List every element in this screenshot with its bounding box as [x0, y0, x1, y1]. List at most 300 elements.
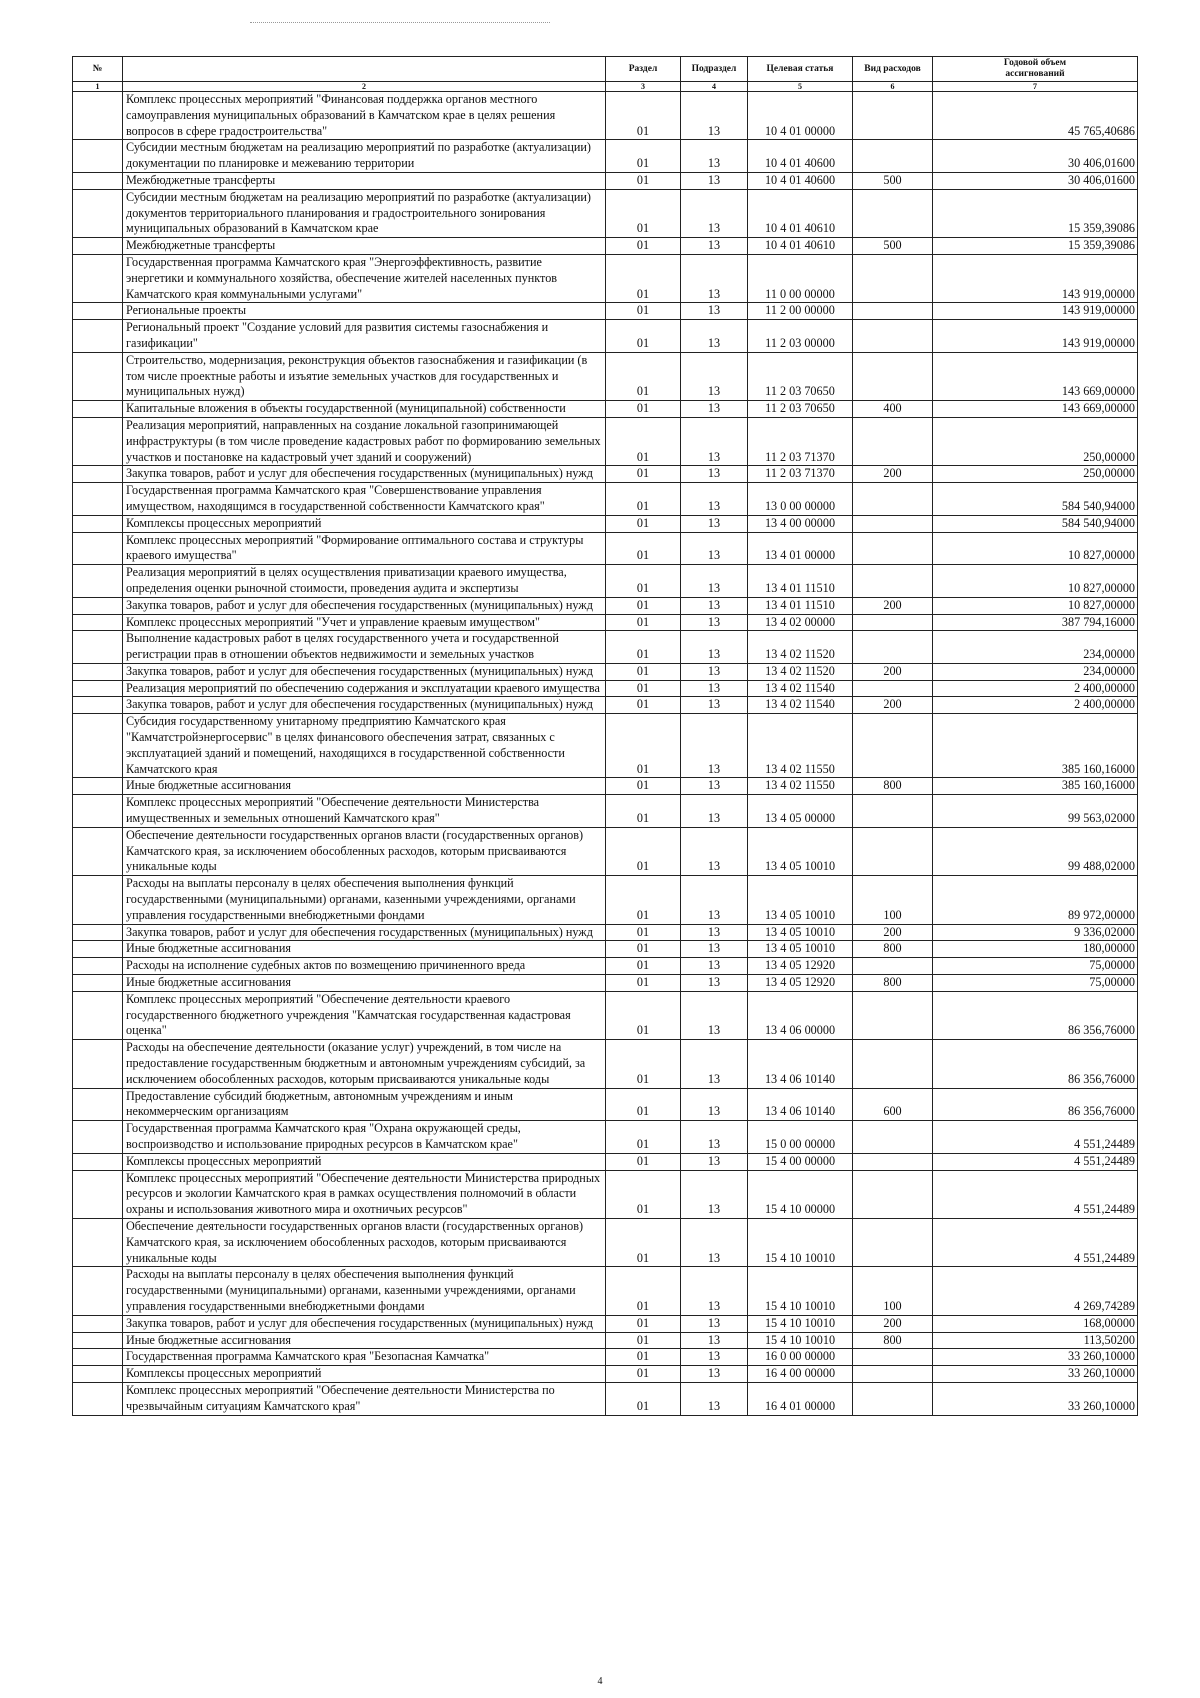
cell-subsection: 13	[681, 515, 748, 532]
cell-section: 01	[606, 597, 681, 614]
cell-section: 01	[606, 254, 681, 302]
cell-subsection: 13	[681, 924, 748, 941]
cell-subsection: 13	[681, 1040, 748, 1088]
cell-target-article: 13 4 02 11550	[748, 778, 853, 795]
cell-amount: 584 540,94000	[933, 515, 1138, 532]
cell-name: Региональный проект "Создание условий для развития системы газоснабжения и газификации"	[123, 320, 606, 353]
cell-expense-type	[853, 92, 933, 140]
table-row	[73, 483, 1138, 516]
cell-amount: 250,00000	[933, 466, 1138, 483]
cell-no	[73, 417, 123, 465]
cell-name: Обеспечение деятельности государственных органов власти (государственных органов) Камчатского края, за исключением обособленных расходов, которым присваиваются уникальные коды	[123, 1218, 606, 1266]
table-row	[73, 238, 1138, 255]
cell-no	[73, 1267, 123, 1315]
table-row	[73, 991, 1138, 1039]
cell-subsection: 13	[681, 827, 748, 875]
cell-section: 01	[606, 532, 681, 565]
cell-section: 01	[606, 320, 681, 353]
cell-subsection: 13	[681, 631, 748, 664]
cell-name: Комплекс процессных мероприятий "Финансовая поддержка органов местного самоуправления муниципальных образований в Камчатском крае в целях решения вопросов в сфере градостроительства"	[123, 92, 606, 140]
cell-no	[73, 1218, 123, 1266]
cell-target-article: 13 4 02 11540	[748, 680, 853, 697]
cell-section: 01	[606, 92, 681, 140]
cell-subsection: 13	[681, 597, 748, 614]
cell-expense-type	[853, 189, 933, 237]
cell-section: 01	[606, 1170, 681, 1218]
cell-target-article: 11 2 03 71370	[748, 466, 853, 483]
cell-subsection: 13	[681, 254, 748, 302]
cell-section: 01	[606, 1366, 681, 1383]
cell-no	[73, 1040, 123, 1088]
cell-target-article: 15 4 00 00000	[748, 1153, 853, 1170]
cell-name: Комплексы процессных мероприятий	[123, 1153, 606, 1170]
cell-amount: 89 972,00000	[933, 876, 1138, 924]
header-section: Раздел	[606, 57, 681, 82]
cell-section: 01	[606, 1349, 681, 1366]
cell-subsection: 13	[681, 401, 748, 418]
cell-expense-type	[853, 680, 933, 697]
cell-amount: 33 260,10000	[933, 1366, 1138, 1383]
header-row	[73, 57, 1138, 82]
cell-section: 01	[606, 714, 681, 778]
cell-no	[73, 958, 123, 975]
cell-target-article: 13 4 01 11510	[748, 597, 853, 614]
cell-no	[73, 631, 123, 664]
cell-name: Комплекс процессных мероприятий "Обеспечение деятельности Министерства природных ресурсов и экологии Камчатского края в рамках осуществления полномочий в области охраны и использования животного мира и охотничьих ресурсов"	[123, 1170, 606, 1218]
cell-amount: 75,00000	[933, 975, 1138, 992]
cell-expense-type	[853, 352, 933, 400]
cell-no	[73, 189, 123, 237]
cell-no	[73, 975, 123, 992]
cell-no	[73, 238, 123, 255]
table-body	[73, 92, 1138, 1416]
cell-target-article: 15 0 00 00000	[748, 1121, 853, 1154]
cell-no	[73, 663, 123, 680]
cell-expense-type: 200	[853, 597, 933, 614]
cell-subsection: 13	[681, 663, 748, 680]
cell-section: 01	[606, 827, 681, 875]
cell-amount: 30 406,01600	[933, 140, 1138, 173]
cell-amount: 143 919,00000	[933, 320, 1138, 353]
cell-expense-type	[853, 320, 933, 353]
cell-target-article: 13 4 05 10010	[748, 827, 853, 875]
cell-no	[73, 697, 123, 714]
cell-no	[73, 1349, 123, 1366]
table-row	[73, 975, 1138, 992]
cell-subsection: 13	[681, 975, 748, 992]
cell-expense-type: 800	[853, 975, 933, 992]
cell-name: Закупка товаров, работ и услуг для обеспечения государственных (муниципальных) нужд	[123, 924, 606, 941]
cell-no	[73, 1315, 123, 1332]
cell-target-article: 13 4 05 12920	[748, 958, 853, 975]
table-row	[73, 714, 1138, 778]
cell-subsection: 13	[681, 614, 748, 631]
cell-amount: 99 563,02000	[933, 795, 1138, 828]
cell-target-article: 10 4 01 40610	[748, 189, 853, 237]
cell-target-article: 11 2 03 70650	[748, 352, 853, 400]
cell-name: Государственная программа Камчатского края "Совершенствование управления имуществом, находящимся в государственной собственности Камчатского края"	[123, 483, 606, 516]
table-row	[73, 663, 1138, 680]
cell-no	[73, 1332, 123, 1349]
cell-expense-type: 200	[853, 1315, 933, 1332]
cell-expense-type	[853, 795, 933, 828]
cell-expense-type	[853, 417, 933, 465]
header-amount-line1: Годовой объем	[1003, 58, 1067, 68]
cell-section: 01	[606, 140, 681, 173]
budget-table-sheet	[72, 56, 1137, 1416]
cell-name: Комплекс процессных мероприятий "Учет и управление краевым имуществом"	[123, 614, 606, 631]
cell-subsection: 13	[681, 466, 748, 483]
cell-target-article: 13 4 02 11520	[748, 631, 853, 664]
cell-section: 01	[606, 352, 681, 400]
cell-no	[73, 532, 123, 565]
cell-no	[73, 172, 123, 189]
cell-section: 01	[606, 483, 681, 516]
cell-name: Иные бюджетные ассигнования	[123, 778, 606, 795]
cell-expense-type	[853, 303, 933, 320]
cell-expense-type: 800	[853, 1332, 933, 1349]
cell-amount: 143 669,00000	[933, 401, 1138, 418]
cell-name: Закупка товаров, работ и услуг для обеспечения государственных (муниципальных) нужд	[123, 697, 606, 714]
cell-subsection: 13	[681, 1121, 748, 1154]
cell-no	[73, 778, 123, 795]
cell-section: 01	[606, 1382, 681, 1415]
cell-no	[73, 1153, 123, 1170]
cell-name: Государственная программа Камчатского края "Охрана окружающей среды, воспроизводство и использование природных ресурсов в Камчатском крае"	[123, 1121, 606, 1154]
cell-subsection: 13	[681, 483, 748, 516]
cell-section: 01	[606, 303, 681, 320]
cell-subsection: 13	[681, 303, 748, 320]
cell-expense-type	[853, 1218, 933, 1266]
cell-target-article: 13 4 05 10010	[748, 941, 853, 958]
table-row	[73, 680, 1138, 697]
cell-section: 01	[606, 697, 681, 714]
cell-expense-type: 500	[853, 238, 933, 255]
header-num-7: 7	[933, 82, 1138, 92]
cell-no	[73, 1170, 123, 1218]
cell-subsection: 13	[681, 778, 748, 795]
table-row	[73, 958, 1138, 975]
cell-target-article: 13 4 06 00000	[748, 991, 853, 1039]
table-row	[73, 172, 1138, 189]
cell-name: Обеспечение деятельности государственных органов власти (государственных органов) Камчатского края, за исключением обособленных расходов, которым присваиваются уникальные коды	[123, 827, 606, 875]
cell-section: 01	[606, 631, 681, 664]
cell-amount: 10 827,00000	[933, 532, 1138, 565]
cell-target-article: 13 4 06 10140	[748, 1040, 853, 1088]
cell-subsection: 13	[681, 697, 748, 714]
cell-name: Региональные проекты	[123, 303, 606, 320]
table-row	[73, 778, 1138, 795]
cell-no	[73, 140, 123, 173]
cell-target-article: 10 4 01 40610	[748, 238, 853, 255]
cell-target-article: 11 2 03 71370	[748, 417, 853, 465]
cell-subsection: 13	[681, 958, 748, 975]
cell-subsection: 13	[681, 1366, 748, 1383]
cell-name: Комплекс процессных мероприятий "Обеспечение деятельности Министерства по чрезвычайным ситуациям Камчатского края"	[123, 1382, 606, 1415]
cell-target-article: 15 4 10 00000	[748, 1170, 853, 1218]
cell-amount: 4 551,24489	[933, 1153, 1138, 1170]
cell-section: 01	[606, 189, 681, 237]
header-num-2: 2	[123, 82, 606, 92]
cell-section: 01	[606, 991, 681, 1039]
cell-amount: 143 669,00000	[933, 352, 1138, 400]
cell-subsection: 13	[681, 991, 748, 1039]
cell-expense-type	[853, 483, 933, 516]
cell-target-article: 13 4 05 00000	[748, 795, 853, 828]
cell-subsection: 13	[681, 1349, 748, 1366]
cell-target-article: 11 0 00 00000	[748, 254, 853, 302]
table-row	[73, 1218, 1138, 1266]
cell-target-article: 13 4 02 11550	[748, 714, 853, 778]
cell-amount: 168,00000	[933, 1315, 1138, 1332]
table-row	[73, 565, 1138, 598]
cell-name: Реализация мероприятий, направленных на создание локальной газопринимающей инфраструктуры (в том числе проведение кадастровых работ по формированию земельных участков и постановке на кадастровый учет зданий и сооружений)	[123, 417, 606, 465]
table-row	[73, 532, 1138, 565]
cell-no	[73, 991, 123, 1039]
cell-name: Иные бюджетные ассигнования	[123, 975, 606, 992]
header-subsection: Подраздел	[681, 57, 748, 82]
table-row	[73, 466, 1138, 483]
cell-amount: 584 540,94000	[933, 483, 1138, 516]
cell-expense-type	[853, 1382, 933, 1415]
cell-amount: 86 356,76000	[933, 991, 1138, 1039]
cell-name: Предоставление субсидий бюджетным, автономным учреждениям и иным некоммерческим организациям	[123, 1088, 606, 1121]
cell-amount: 143 919,00000	[933, 254, 1138, 302]
cell-amount: 75,00000	[933, 958, 1138, 975]
cell-subsection: 13	[681, 532, 748, 565]
cell-target-article: 13 4 01 11510	[748, 565, 853, 598]
cell-no	[73, 466, 123, 483]
cell-subsection: 13	[681, 189, 748, 237]
cell-name: Капитальные вложения в объекты государственной (муниципальной) собственности	[123, 401, 606, 418]
cell-subsection: 13	[681, 1088, 748, 1121]
cell-subsection: 13	[681, 1315, 748, 1332]
cell-expense-type	[853, 1170, 933, 1218]
cell-amount: 4 551,24489	[933, 1121, 1138, 1154]
cell-amount: 86 356,76000	[933, 1088, 1138, 1121]
cell-section: 01	[606, 1332, 681, 1349]
table-row	[73, 876, 1138, 924]
cell-section: 01	[606, 1040, 681, 1088]
cell-expense-type	[853, 991, 933, 1039]
table-row	[73, 924, 1138, 941]
cell-target-article: 10 4 01 40600	[748, 140, 853, 173]
cell-no	[73, 714, 123, 778]
cell-amount: 234,00000	[933, 631, 1138, 664]
cell-section: 01	[606, 401, 681, 418]
cell-expense-type: 200	[853, 924, 933, 941]
cell-subsection: 13	[681, 1267, 748, 1315]
cell-no	[73, 303, 123, 320]
cell-target-article: 16 0 00 00000	[748, 1349, 853, 1366]
cell-section: 01	[606, 515, 681, 532]
table-row	[73, 941, 1138, 958]
cell-section: 01	[606, 172, 681, 189]
cell-target-article: 13 4 06 10140	[748, 1088, 853, 1121]
cell-no	[73, 1382, 123, 1415]
table-row	[73, 597, 1138, 614]
cell-name: Реализация мероприятий по обеспечению содержания и эксплуатации краевого имущества	[123, 680, 606, 697]
cell-name: Закупка товаров, работ и услуг для обеспечения государственных (муниципальных) нужд	[123, 597, 606, 614]
cell-amount: 387 794,16000	[933, 614, 1138, 631]
cell-subsection: 13	[681, 1170, 748, 1218]
cell-target-article: 15 4 10 10010	[748, 1218, 853, 1266]
cell-no	[73, 565, 123, 598]
cell-target-article: 15 4 10 10010	[748, 1315, 853, 1332]
cell-section: 01	[606, 1153, 681, 1170]
cell-target-article: 16 4 00 00000	[748, 1366, 853, 1383]
cell-name: Строительство, модернизация, реконструкция объектов газоснабжения и газификации (в том числе проектные работы и изъятие земельных участков для государственных и муниципальных нужд)	[123, 352, 606, 400]
cell-no	[73, 597, 123, 614]
table-row	[73, 1153, 1138, 1170]
cell-name: Субсидия государственному унитарному предприятию Камчатского края "Камчатстройэнергосервис" в целях финансового обеспечения затрат, связанных с эксплуатацией зданий и помещений, находящихся в государственной собственности Камчатского края	[123, 714, 606, 778]
cell-subsection: 13	[681, 1382, 748, 1415]
cell-name: Межбюджетные трансферты	[123, 172, 606, 189]
cell-name: Субсидии местным бюджетам на реализацию мероприятий по разработке (актуализации) документации по планировке и межеванию территории	[123, 140, 606, 173]
cell-no	[73, 320, 123, 353]
cell-amount: 30 406,01600	[933, 172, 1138, 189]
cell-amount: 4 269,74289	[933, 1267, 1138, 1315]
cell-name: Государственная программа Камчатского края "Энергоэффективность, развитие энергетики и коммунального хозяйства, обеспечение жителей населенных пунктов Камчатского края коммунальными услугами"	[123, 254, 606, 302]
cell-section: 01	[606, 924, 681, 941]
cell-expense-type: 200	[853, 697, 933, 714]
table-row	[73, 189, 1138, 237]
cell-name: Расходы на обеспечение деятельности (оказание услуг) учреждений, в том числе на предоставление государственным бюджетным и автономным учреждениям субсидий, за исключением обособленных расходов, которым присваиваются уникальные коды	[123, 1040, 606, 1088]
cell-target-article: 13 4 02 11540	[748, 697, 853, 714]
cell-name: Реализация мероприятий в целях осуществления приватизации краевого имущества, определения оценки рыночной стоимости, проведения аудита и экспертизы	[123, 565, 606, 598]
cell-no	[73, 924, 123, 941]
cell-target-article: 11 2 03 70650	[748, 401, 853, 418]
cell-section: 01	[606, 975, 681, 992]
cell-no	[73, 1121, 123, 1154]
table-row	[73, 697, 1138, 714]
cell-section: 01	[606, 565, 681, 598]
budget-table	[72, 56, 1138, 1416]
cell-expense-type	[853, 1366, 933, 1383]
cell-name: Расходы на исполнение судебных актов по возмещению причиненного вреда	[123, 958, 606, 975]
cell-no	[73, 515, 123, 532]
cell-subsection: 13	[681, 876, 748, 924]
cell-no	[73, 876, 123, 924]
table-row	[73, 631, 1138, 664]
cell-target-article: 11 2 00 00000	[748, 303, 853, 320]
cell-no	[73, 614, 123, 631]
cell-target-article: 13 4 02 00000	[748, 614, 853, 631]
cell-subsection: 13	[681, 172, 748, 189]
cell-amount: 33 260,10000	[933, 1382, 1138, 1415]
cell-expense-type	[853, 827, 933, 875]
cell-name: Субсидии местным бюджетам на реализацию мероприятий по разработке (актуализации) документов территориального планирования и градостроительного зонирования муниципальных образований в Камчатском крае	[123, 189, 606, 237]
cell-name: Расходы на выплаты персоналу в целях обеспечения выполнения функций государственными (муниципальными) органами, казенными учреждениями, органами управления государственными внебюджетными фондами	[123, 876, 606, 924]
cell-expense-type	[853, 614, 933, 631]
cell-expense-type: 600	[853, 1088, 933, 1121]
cell-amount: 15 359,39086	[933, 238, 1138, 255]
cell-name: Закупка товаров, работ и услуг для обеспечения государственных (муниципальных) нужд	[123, 1315, 606, 1332]
cell-name: Иные бюджетные ассигнования	[123, 941, 606, 958]
cell-name: Комплекс процессных мероприятий "Формирование оптимального состава и структуры краевого имущества"	[123, 532, 606, 565]
table-row	[73, 254, 1138, 302]
cell-expense-type	[853, 631, 933, 664]
table-row	[73, 1315, 1138, 1332]
table-row	[73, 92, 1138, 140]
cell-no	[73, 92, 123, 140]
cell-amount: 2 400,00000	[933, 697, 1138, 714]
cell-target-article: 13 4 05 12920	[748, 975, 853, 992]
cell-subsection: 13	[681, 565, 748, 598]
cell-amount: 180,00000	[933, 941, 1138, 958]
cell-no	[73, 352, 123, 400]
cell-amount: 86 356,76000	[933, 1040, 1138, 1088]
cell-expense-type	[853, 1040, 933, 1088]
cell-section: 01	[606, 680, 681, 697]
cell-expense-type	[853, 1153, 933, 1170]
cell-no	[73, 680, 123, 697]
cell-no	[73, 1088, 123, 1121]
cell-target-article: 10 4 01 40600	[748, 172, 853, 189]
table-row	[73, 1267, 1138, 1315]
table-row	[73, 1366, 1138, 1383]
table-row	[73, 417, 1138, 465]
cell-amount: 113,50200	[933, 1332, 1138, 1349]
header-num-4: 4	[681, 82, 748, 92]
table-row	[73, 1349, 1138, 1366]
cell-expense-type	[853, 515, 933, 532]
cell-section: 01	[606, 238, 681, 255]
header-num-6: 6	[853, 82, 933, 92]
cell-section: 01	[606, 1088, 681, 1121]
cell-amount: 143 919,00000	[933, 303, 1138, 320]
cell-target-article: 13 4 02 11520	[748, 663, 853, 680]
cell-expense-type	[853, 565, 933, 598]
header-target-article: Целевая статья	[748, 57, 853, 82]
table-row	[73, 515, 1138, 532]
cell-name: Комплекс процессных мероприятий "Обеспечение деятельности краевого государственного бюджетного учреждения "Камчатская государственная кадастровая оценка"	[123, 991, 606, 1039]
cell-target-article: 15 4 10 10010	[748, 1332, 853, 1349]
cell-name: Комплексы процессных мероприятий	[123, 1366, 606, 1383]
top-scan-mark	[250, 22, 550, 23]
cell-amount: 10 827,00000	[933, 597, 1138, 614]
cell-expense-type: 800	[853, 941, 933, 958]
cell-name: Закупка товаров, работ и услуг для обеспечения государственных (муниципальных) нужд	[123, 466, 606, 483]
cell-name: Государственная программа Камчатского края "Безопасная Камчатка"	[123, 1349, 606, 1366]
cell-target-article: 15 4 10 10010	[748, 1267, 853, 1315]
header-no: №	[73, 57, 123, 82]
cell-subsection: 13	[681, 417, 748, 465]
cell-target-article: 13 4 01 00000	[748, 532, 853, 565]
table-row	[73, 1170, 1138, 1218]
cell-expense-type: 400	[853, 401, 933, 418]
table-row	[73, 352, 1138, 400]
cell-name: Комплексы процессных мероприятий	[123, 515, 606, 532]
table-row	[73, 1382, 1138, 1415]
cell-no	[73, 254, 123, 302]
cell-target-article: 13 4 05 10010	[748, 924, 853, 941]
table-row	[73, 401, 1138, 418]
cell-no	[73, 795, 123, 828]
cell-name: Комплекс процессных мероприятий "Обеспечение деятельности Министерства имущественных и земельных отношений Камчатского края"	[123, 795, 606, 828]
cell-amount: 45 765,40686	[933, 92, 1138, 140]
table-row	[73, 1121, 1138, 1154]
cell-subsection: 13	[681, 238, 748, 255]
cell-subsection: 13	[681, 714, 748, 778]
table-row	[73, 1088, 1138, 1121]
cell-section: 01	[606, 466, 681, 483]
cell-target-article: 13 4 05 10010	[748, 876, 853, 924]
cell-target-article: 11 2 03 00000	[748, 320, 853, 353]
cell-section: 01	[606, 876, 681, 924]
cell-expense-type: 500	[853, 172, 933, 189]
header-amount	[933, 57, 1138, 82]
